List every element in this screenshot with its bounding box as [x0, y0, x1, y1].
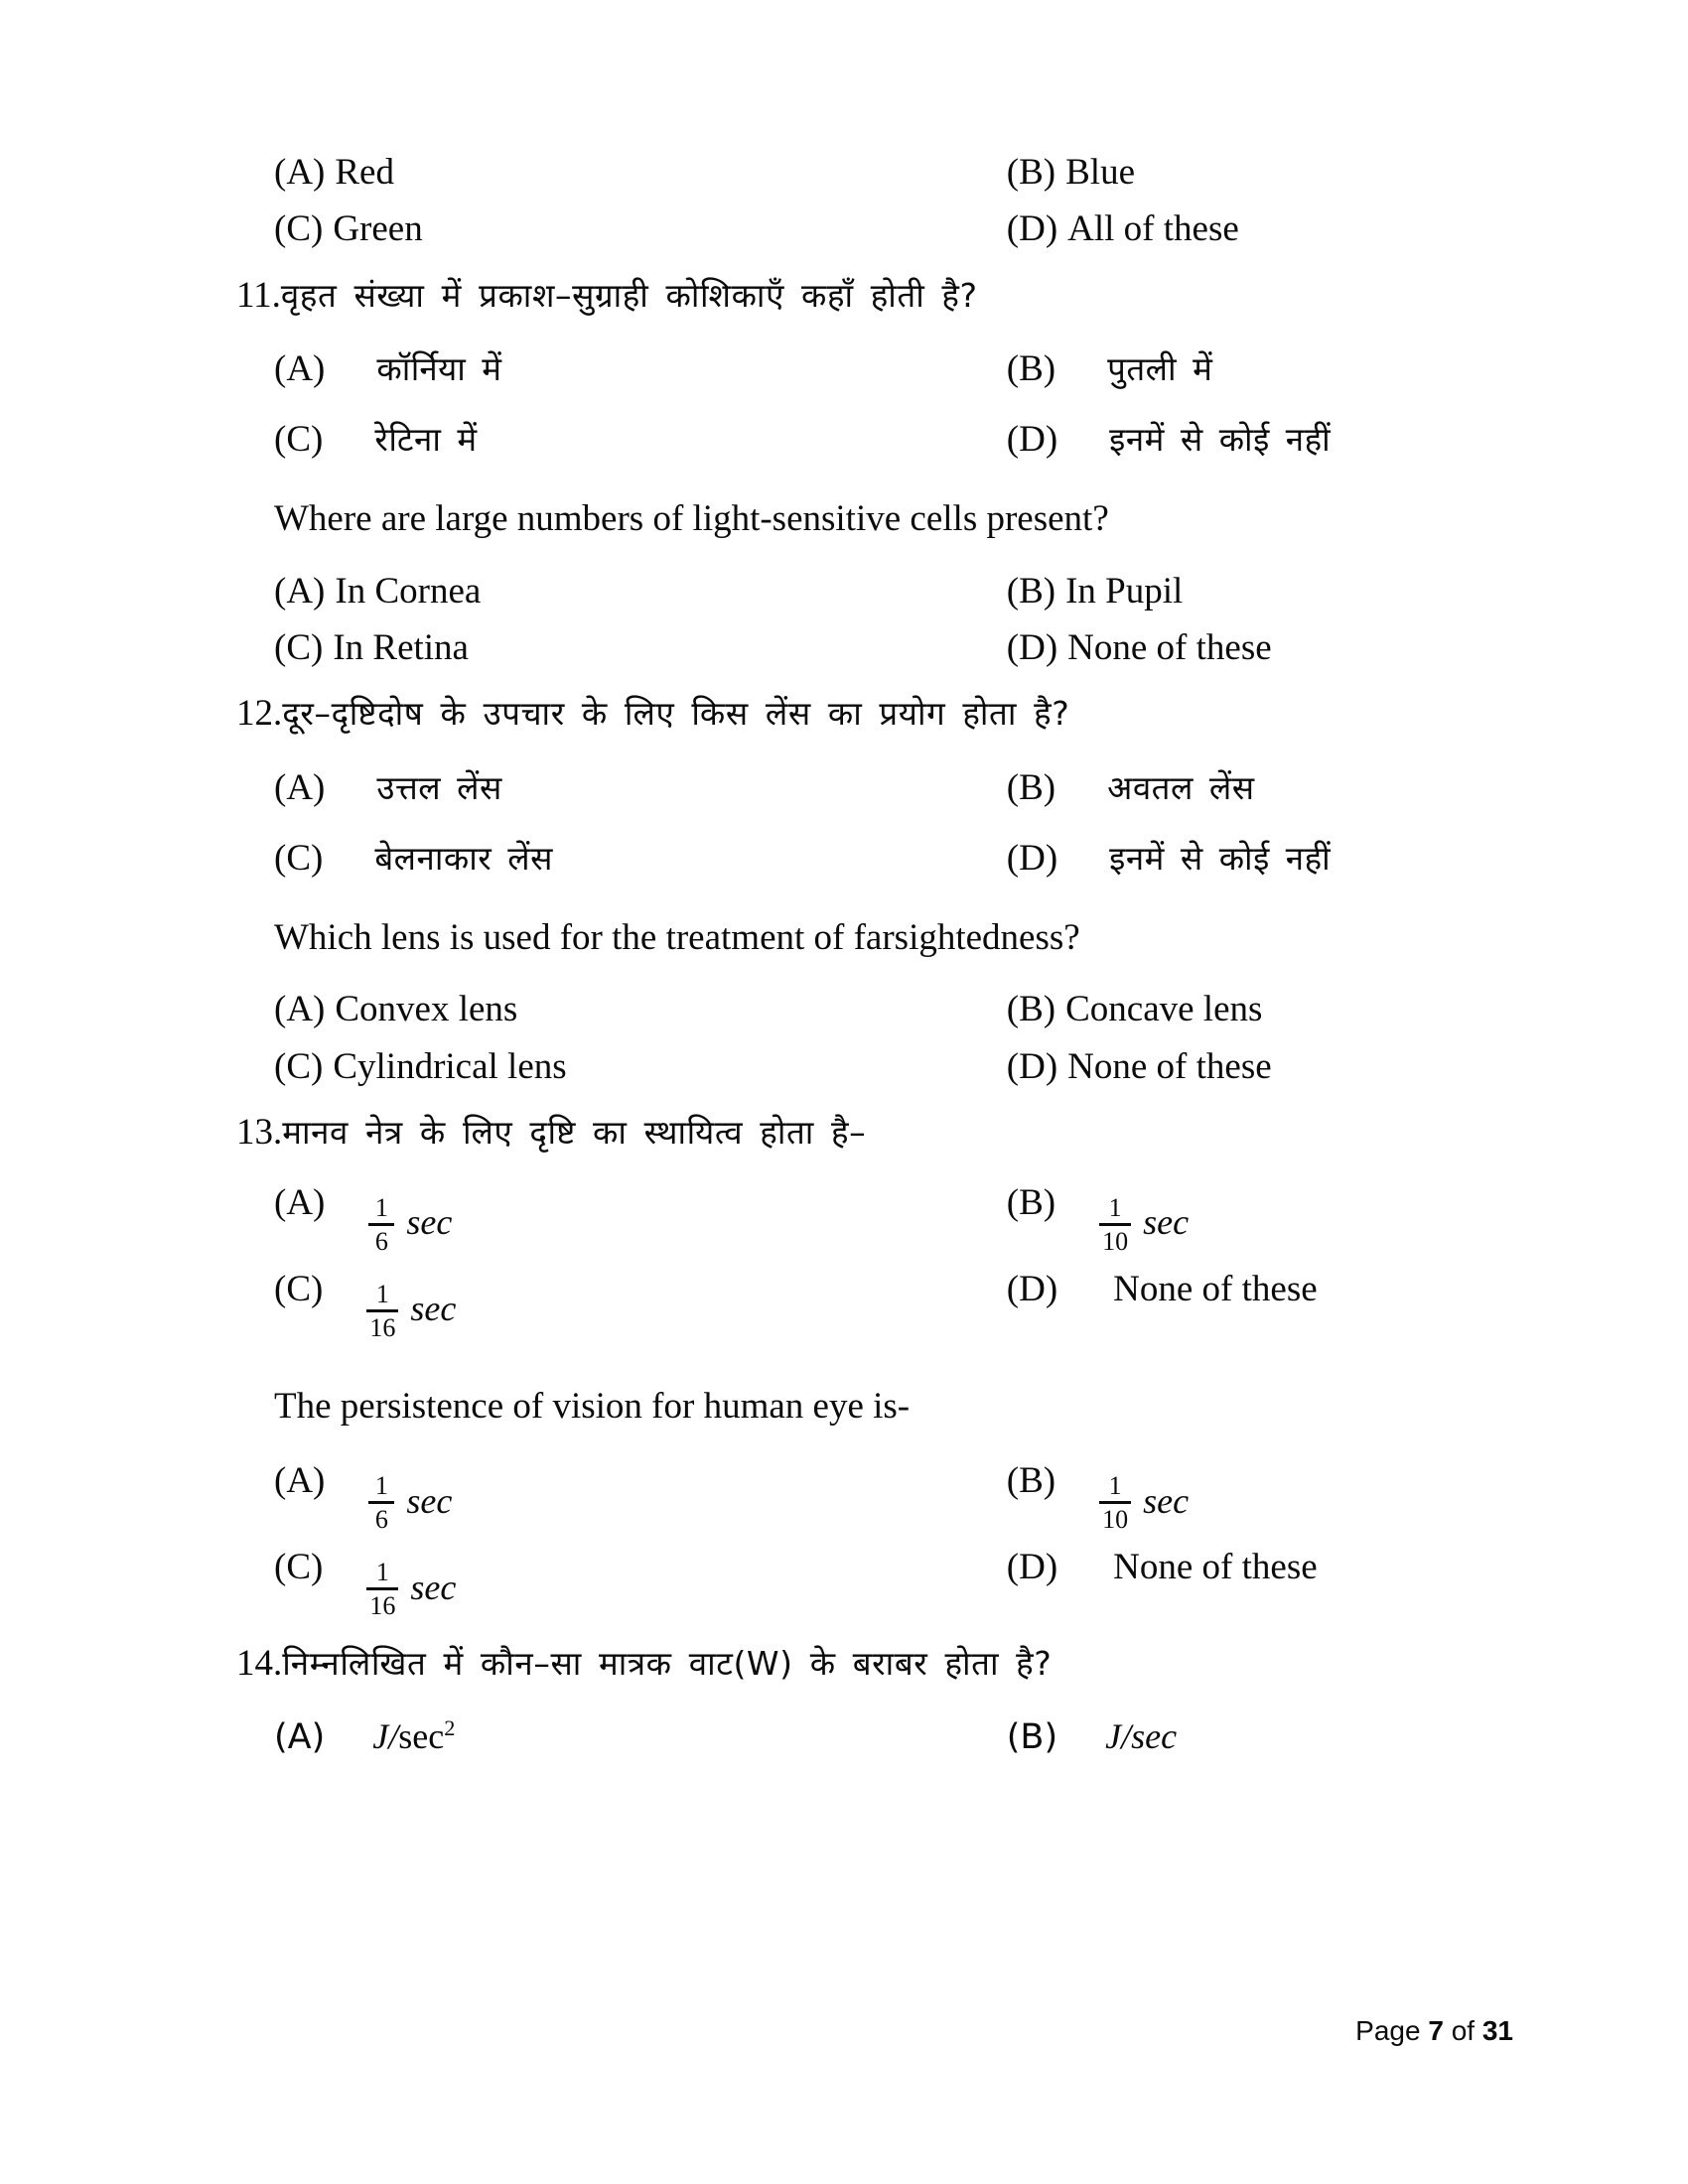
option-text: Concave lens: [1065, 989, 1263, 1030]
option-label: (C): [274, 208, 324, 250]
option-text: J/sec: [1105, 1715, 1178, 1756]
option-d: [1006, 1268, 1527, 1339]
option-label: (C): [274, 837, 324, 879]
option-label: (A): [274, 152, 326, 193]
question-12-stem-english: Which lens is used for the treatment of farsightedness?: [274, 916, 1080, 958]
option-value: [323, 1557, 457, 1621]
option-label: (D): [1006, 627, 1058, 669]
option-row: [236, 348, 1527, 390]
fraction: [368, 1472, 394, 1533]
option-text: कॉर्निया में: [376, 349, 502, 389]
fraction-bar: [1099, 1223, 1131, 1226]
option-value: [325, 1715, 455, 1757]
option-label: (B): [1006, 1460, 1056, 1502]
option-value: [1055, 1470, 1190, 1535]
option-a: [236, 986, 1007, 1032]
option-value: [323, 1279, 457, 1342]
option-c: [236, 837, 1007, 879]
option-row: [236, 1268, 1527, 1342]
option-label: (C): [274, 1045, 324, 1087]
option-text: None of these: [1113, 1547, 1318, 1588]
option-c: [236, 419, 1007, 461]
option-row: [236, 766, 1527, 808]
option-row: [236, 1043, 1527, 1090]
footer-total-pages: 31: [1481, 2015, 1513, 2046]
option-row: [236, 419, 1527, 461]
option-label: (B): [1006, 989, 1056, 1030]
option-label: (D): [1006, 837, 1058, 879]
fraction: [1099, 1194, 1131, 1255]
question-text: निम्नलिखित में कौन–सा मात्रक वाट(W) के बराबर होता है?: [282, 1644, 1053, 1684]
fraction: [366, 1281, 398, 1341]
option-a: [236, 1715, 1007, 1757]
option-b: [1007, 568, 1527, 614]
option-text: इनमें से कोई नहीं: [1109, 838, 1332, 878]
second-symbol: sec: [398, 1715, 445, 1756]
option-label: (A): [274, 348, 326, 390]
fraction-numerator: 1: [1108, 1192, 1122, 1222]
question-number: 14.: [236, 1643, 283, 1685]
option-text: In Cornea: [335, 570, 482, 612]
fraction-bar: [366, 1309, 398, 1312]
option-b: [1007, 986, 1527, 1032]
option-value: [325, 1192, 453, 1256]
option-value: [1055, 1192, 1190, 1256]
option-label: (B): [1006, 1716, 1058, 1757]
option-text: रेटिना में: [374, 420, 478, 460]
option-b: [1007, 1715, 1527, 1757]
option-value: [325, 1470, 453, 1535]
option-c: [236, 1547, 1007, 1621]
option-label: (A): [274, 766, 326, 808]
unit-label: sec: [1143, 1202, 1190, 1243]
fraction-bar: [1099, 1501, 1131, 1504]
unit-label: sec: [410, 1289, 457, 1329]
question-number: 13.: [236, 1112, 283, 1154]
option-label: (B): [1006, 1181, 1056, 1223]
option-d: [1007, 1549, 1527, 1617]
fraction-bar: [368, 1223, 394, 1226]
unit-label: sec: [406, 1480, 453, 1521]
option-row: [236, 624, 1527, 671]
fraction-denominator: 10: [1102, 1505, 1129, 1535]
option-label: (C): [274, 1547, 324, 1588]
option-label: (D): [1006, 419, 1058, 461]
question-13-stem-hindi: [236, 1112, 1527, 1155]
option-label: (C): [274, 419, 324, 461]
option-b: [1007, 149, 1527, 196]
question-11-stem-english: Where are large numbers of light-sensitive cells present?: [274, 498, 1109, 540]
option-a: [236, 348, 1007, 390]
option-label: (B): [1006, 348, 1056, 390]
option-label: (B): [1006, 766, 1056, 808]
option-label: (A): [274, 570, 326, 612]
option-text: None of these: [1067, 627, 1272, 669]
fraction-numerator: 1: [375, 1558, 389, 1587]
option-b: [1006, 1460, 1527, 1535]
fraction-denominator: 16: [369, 1591, 396, 1621]
option-text: None of these: [1113, 1268, 1318, 1309]
option-row: [236, 205, 1527, 252]
option-text: इनमें से कोई नहीं: [1109, 420, 1332, 460]
option-c: [236, 1268, 1007, 1342]
option-c: [236, 205, 1007, 252]
option-label: (D): [1006, 1268, 1058, 1309]
option-label: (D): [1006, 1547, 1058, 1588]
option-row: [236, 1715, 1527, 1757]
option-text: पुतली में: [1107, 349, 1213, 389]
question-number: 11.: [236, 274, 281, 316]
fraction: [366, 1559, 398, 1619]
slash-symbol: /: [388, 1715, 399, 1756]
fraction-denominator: 10: [1102, 1226, 1129, 1256]
option-label: (A): [274, 989, 326, 1030]
unit-label: sec: [1143, 1480, 1190, 1521]
option-label: (A): [274, 1460, 326, 1502]
option-a: [236, 1181, 1007, 1256]
option-b: [1006, 348, 1527, 390]
option-text: उत्तल लेंस: [376, 767, 502, 807]
option-row: [236, 1181, 1527, 1256]
option-text: In Pupil: [1065, 570, 1184, 612]
option-row: [236, 1460, 1527, 1535]
question-11-stem-hindi: [236, 275, 1527, 318]
question-paper-content: [236, 149, 1527, 1757]
footer-prefix: Page: [1355, 2015, 1421, 2046]
option-text: अवतल लेंस: [1107, 767, 1255, 807]
question-14-stem-hindi: [236, 1643, 1527, 1686]
option-a: [236, 149, 1007, 196]
footer-current-page: 7: [1428, 2015, 1444, 2046]
option-label: (B): [1006, 570, 1056, 612]
option-label: (D): [1006, 208, 1058, 250]
fraction-denominator: 6: [374, 1226, 388, 1256]
option-b: [1006, 1181, 1527, 1256]
option-text: None of these: [1067, 1045, 1272, 1087]
page-footer: [1355, 2015, 1513, 2047]
option-text: Cylindrical lens: [333, 1045, 567, 1087]
option-a: [236, 766, 1007, 808]
fraction-bar: [366, 1587, 398, 1590]
option-label: (C): [274, 1268, 324, 1309]
fraction: [368, 1194, 394, 1255]
option-row: [236, 986, 1527, 1032]
option-text: Blue: [1065, 152, 1135, 193]
option-text: Convex lens: [335, 989, 518, 1030]
option-text: All of these: [1067, 208, 1239, 250]
question-12-stem-hindi: [236, 693, 1527, 736]
question-number: 12.: [236, 693, 283, 735]
joule-symbol: J: [372, 1715, 389, 1756]
option-d: [1007, 1043, 1527, 1090]
exponent: 2: [444, 1714, 456, 1740]
option-d: [1006, 837, 1527, 879]
option-text: बेलनाकार लेंस: [374, 838, 553, 878]
option-a: [236, 568, 1007, 614]
option-label: (A): [274, 1716, 326, 1757]
fraction-bar: [368, 1501, 394, 1504]
option-label: (C): [274, 627, 324, 669]
option-c: [236, 1043, 1007, 1090]
question-text: वृहत संख्या में प्रकाश–सुग्राही कोशिकाएँ कहाँ होती है?: [280, 275, 978, 315]
option-text: In Retina: [333, 627, 469, 669]
unit-label: sec: [410, 1567, 457, 1607]
option-row: [236, 1547, 1527, 1621]
option-b: [1006, 766, 1527, 808]
option-text: Red: [335, 152, 394, 193]
fraction-numerator: 1: [375, 1279, 389, 1308]
option-row: [236, 837, 1527, 879]
fraction-numerator: 1: [374, 1471, 388, 1501]
option-d: [1007, 205, 1527, 252]
option-row: [236, 568, 1527, 614]
fraction-denominator: 6: [374, 1505, 388, 1535]
option-d: [1006, 419, 1527, 461]
option-label: (A): [274, 1181, 326, 1223]
unit-label: sec: [406, 1202, 453, 1243]
option-d: [1007, 624, 1527, 671]
option-text: Green: [333, 208, 423, 250]
fraction: [1099, 1472, 1131, 1533]
option-row: [236, 149, 1527, 196]
option-label: (D): [1006, 1045, 1058, 1087]
fraction-denominator: 16: [369, 1312, 396, 1342]
fraction-numerator: 1: [1108, 1471, 1122, 1501]
option-label: (B): [1006, 152, 1056, 193]
fraction-numerator: 1: [374, 1192, 388, 1222]
option-c: [236, 624, 1007, 671]
question-text: दूर–दृष्टिदोष के उपचार के लिए किस लेंस का प्रयोग होता है?: [282, 694, 1070, 734]
question-13-stem-english: The persistence of vision for human eye is-: [274, 1385, 911, 1427]
question-text: मानव नेत्र के लिए दृष्टि का स्थायित्व होता है–: [282, 1113, 867, 1153]
footer-middle: of: [1451, 2015, 1476, 2046]
option-a: [236, 1460, 1007, 1535]
